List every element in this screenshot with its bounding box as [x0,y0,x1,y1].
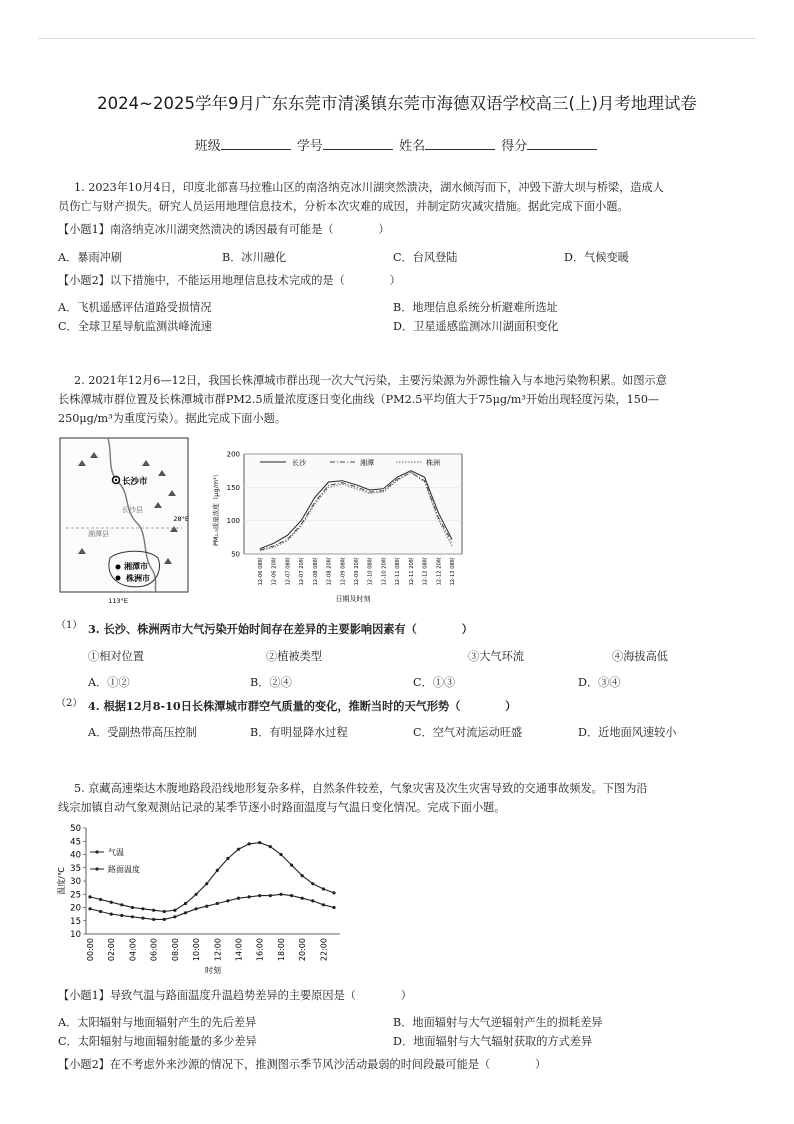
temperature-chart [56,820,356,980]
temp-x-ticks [86,938,328,961]
pm25-x-tick-label: 12-07 20时 [299,557,306,586]
q3-item-2: ②植被类型 [266,650,322,663]
map-label-changsha: 长沙市 [122,477,148,487]
q3-item-4: ④海拔高低 [612,650,668,663]
temp-x-tick-label: 06:00 [149,938,159,962]
legend-changsha: 长沙 [292,459,306,467]
q2-passage [58,371,667,428]
temp-point-2 [163,910,166,913]
temp-point-2 [248,842,251,845]
temp-point-1 [216,902,219,905]
q1-sub1-option-c[interactable]: C．台风登陆 [393,251,458,264]
pm25-x-tick-label: 12-07 08时 [285,557,292,586]
q1-sub2-option-a[interactable]: A．飞机遥感评估道路受损情况 [58,301,212,314]
temp-y-tick-label: 25 [70,890,81,901]
temp-x-tick-label: 22:00 [319,938,329,962]
temp-x-tick-label: 04:00 [128,938,138,962]
pm25-x-tick-label: 12-06 08时 [258,557,264,586]
city-marker-zhuzhou [116,576,121,581]
temp-point-1 [248,895,251,898]
temp-y-tick-label: 20 [70,903,81,914]
page-title: 2024~2025学年9月广东东莞市清溪镇东莞市海德双语学校高三(上)月考地理试卷 [97,94,697,113]
q4-option-c[interactable]: C．空气对流运动旺盛 [413,726,523,739]
pm25-chart [200,442,470,604]
map-label-xiangtan: 湘潭市 [124,562,148,571]
legend-marker-air [95,850,98,853]
id-label: 学号 [296,139,323,154]
temp-point-2 [195,893,198,896]
temp-point-2 [88,895,91,898]
q1-sub1-option-b[interactable]: B．冰川融化 [222,251,287,264]
q5-sub1-option-b[interactable]: B．地面辐射与大气逆辐射产生的损耗差异 [393,1016,603,1029]
temp-point-2 [216,869,219,872]
pm25-x-tick-label: 12-12 20时 [436,557,443,586]
temp-point-1 [173,915,176,918]
temp-x-tick-label: 20:00 [298,938,308,962]
temp-series [88,841,335,921]
temp-y-tick-label: 50 [70,824,81,834]
temp-point-1 [322,903,325,906]
temp-point-1 [110,913,113,916]
pm25-x-tick-label: 12-06 20时 [271,557,278,586]
temp-point-2 [269,845,272,848]
student-info-row [0,135,794,154]
temp-point-1 [301,897,304,900]
temp-y-tick-label: 40 [70,850,81,861]
temp-point-2 [258,841,261,844]
q1-sub2-option-d[interactable]: D．卫星遥感监测冰川湖面积变化 [393,320,559,333]
pm25-x-tick-label: 12-08 20时 [326,557,333,586]
q4-stem: 4. 根据12月8-10日长株潭城市群空气质量的变化，推断当时的天气形势（ ） [88,699,517,713]
q1-sub2-option-c[interactable]: C．全球卫星导航监测洪峰流速 [58,320,212,333]
pm25-xlabel: 日期及时刻 [335,595,371,603]
temp-point-2 [131,906,134,909]
temp-point-1 [205,905,208,908]
temp-series-line-2 [90,843,334,912]
q5-sub1-option-a[interactable]: A．太阳辐射与地面辐射产生的先后差异 [58,1016,257,1029]
temp-point-2 [279,853,282,856]
q1-line: 员伤亡与财产损失。研究人员运用地理信息技术，分析本次灾难的成因，并制定防灾减灾措施。据此完成下面小题。 [58,200,629,213]
pm25-x-tick-label: 12-10 20时 [381,557,388,586]
map-label-changsha-county: 长沙县 [122,506,143,514]
pm25-x-tick-label: 12-12 08时 [422,557,429,586]
map-label-zhuzhou: 株洲市 [126,574,150,583]
temp-point-2 [322,887,325,890]
pm25-y-tick-label: 100 [226,517,240,526]
q4-option-b[interactable]: B．有明显降水过程 [250,726,348,739]
q5-line: 5. 京藏高速柴达木腹地路段沿线地形复杂多样，自然条件较差，气象灾害及次生灾害导致的交通事故频发。下图为沿 [74,782,648,795]
legend-xiangtan: 湘潭 [360,459,374,467]
temp-x-tick-label: 08:00 [170,938,180,962]
class-label: 班级 [194,139,221,154]
temp-point-1 [120,914,123,917]
map-lon-label: 113°E [108,597,128,605]
temp-point-2 [205,882,208,885]
temp-point-2 [99,898,102,901]
temp-point-2 [173,909,176,912]
legend-marker-road [95,867,98,870]
q2-line: 长株潭城市群位置及长株潭城市群PM2.5质量浓度逐日变化曲线（PM2.5平均值大于75μg/m³开始出现轻度污染，150— [58,393,660,406]
q2-line: 250μg/m³为重度污染）。据此完成下面小题。 [58,412,287,425]
q5-sub1-stem: 【小题1】导致气温与路面温度升温趋势差异的主要原因是（ ） [58,989,412,1002]
q4-option-a[interactable]: A．受副热带高压控制 [88,726,197,739]
pm25-y-tick-label: 200 [226,450,240,459]
temp-point-2 [141,907,144,910]
pm25-x-ticks [256,556,456,585]
temp-ylabel: 温度/℃ [57,867,66,895]
temp-point-2 [237,848,240,851]
temp-point-1 [163,918,166,921]
temp-point-1 [152,918,155,921]
temp-y-tick-label: 35 [70,863,81,874]
temp-y-ticks [70,824,86,940]
q5-sub1-option-c[interactable]: C．太阳辐射与地面辐射能量的多少差异 [58,1035,257,1048]
temp-point-2 [184,902,187,905]
temp-point-1 [258,894,261,897]
pm25-plot-area [244,454,462,554]
temp-point-2 [301,874,304,877]
temp-point-1 [99,910,102,913]
temp-y-tick-label: 45 [70,837,81,848]
temp-point-2 [152,909,155,912]
temp-point-1 [141,917,144,920]
score-field[interactable] [527,137,597,150]
q5-passage [58,779,648,817]
score-label: 得分 [501,139,528,154]
temp-point-1 [237,897,240,900]
q3-item-1: ①相对位置 [88,650,144,663]
q2-line: 2. 2021年12月6—12日，我国长株潭城市群出现一次大气污染，主要污染源为外源性输入与本地污染物积累。如图示意 [74,374,667,387]
temp-point-1 [184,911,187,914]
pm25-x-tick-label: 12-11 20时 [408,557,415,586]
q1-sub2-stem: 【小题2】以下措施中，不能运用地理信息技术完成的是（ ） [58,274,401,287]
temp-point-2 [311,882,314,885]
temp-series-line-1 [90,894,334,919]
map-label-xiangtan-county: 湘潭县 [88,530,109,538]
name-field[interactable] [425,137,495,150]
sub4-marker: （2） [56,698,83,709]
q1-passage [58,178,664,216]
q5-sub2-stem: 【小题2】在不考虑外来沙源的情况下，推测图示季节风沙活动最弱的时间段最可能是（ ） [58,1058,547,1071]
temp-xlabel: 时刻 [205,966,221,975]
pm25-ylabel: PM₂.₅质量浓度（μg/m³） [212,470,220,546]
temp-x-tick-label: 18:00 [276,938,286,962]
temp-point-2 [226,857,229,860]
q5-sub1-option-d[interactable]: D．地面辐射与大气辐射获取的方式差异 [393,1035,593,1048]
legend-zhuzhou: 株洲 [426,459,440,467]
temp-point-1 [311,899,314,902]
legend-air-temp: 气温 [108,848,124,857]
pm25-x-tick-label: 12-08 08时 [312,557,319,586]
pm25-x-tick-label: 12-10 08时 [367,557,374,586]
q1-sub2-option-b[interactable]: B．地理信息系统分析避难所选址 [393,301,558,314]
temp-point-1 [269,894,272,897]
pm25-x-tick-label: 12-09 20时 [354,557,360,586]
sub3-marker: （1） [56,620,83,631]
q1-sub1-option-a[interactable]: A．暴雨冲刷 [58,251,123,264]
temp-point-2 [290,864,293,867]
pm25-x-tick-label: 12-13 08时 [450,557,456,586]
city-marker-dot [115,479,117,481]
temp-point-1 [332,906,335,909]
q3-item-3: ③大气环流 [468,650,524,663]
q3-option-a[interactable]: A．①② [88,676,130,689]
top-divider [38,38,756,39]
map-lat-label: 28°E [173,515,189,523]
q5-line: 线宗加镇自动气象观测站记录的某季节逐小时路面温度与气温日变化情况。完成下面小题。 [58,801,506,814]
temp-y-tick-label: 15 [70,916,81,927]
pm25-y-tick-label: 150 [226,483,240,492]
name-label: 姓名 [399,139,426,154]
temp-point-1 [131,915,134,918]
legend-road-temp: 路面温度 [108,865,140,874]
q3-option-c[interactable]: C．①③ [413,676,456,689]
class-field[interactable] [221,137,291,150]
q4-option-d[interactable]: D．近地面风速较小 [578,726,677,739]
temp-x-tick-label: 10:00 [192,938,202,962]
temp-point-1 [279,893,282,896]
temp-x-tick-label: 02:00 [107,938,117,962]
q3-option-b[interactable]: B．②④ [250,676,292,689]
q3-stem: 3. 长沙、株洲两市大气污染开始时间存在差异的主要影响因素有（ ） [88,622,473,636]
pm25-x-tick-label: 12-11 08时 [395,557,402,586]
temp-point-1 [88,907,91,910]
temp-point-2 [332,891,335,894]
temp-y-tick-label: 10 [70,930,81,940]
temp-point-1 [226,899,229,902]
temp-x-tick-label: 16:00 [255,938,265,962]
temp-x-tick-label: 00:00 [86,938,95,962]
pm25-x-tick-label: 12-09 08时 [340,557,347,586]
temp-point-1 [290,894,293,897]
temp-point-2 [110,901,113,904]
q3-option-d[interactable]: D．③④ [578,676,621,689]
location-map [58,436,193,606]
q1-sub1-option-d[interactable]: D．气候变暖 [564,251,629,264]
pm25-y-tick-label: 50 [231,550,240,559]
temp-point-1 [195,907,198,910]
temp-y-tick-label: 30 [70,877,81,887]
pm25-y-ticks [227,451,240,559]
q1-line: 1. 2023年10月4日，印度北部喜马拉雅山区的南洛纳克冰川湖突然溃决，湖水倾泻而下，冲毁下游大坝与桥梁，造成人 [74,181,664,194]
temp-x-tick-label: 12:00 [213,938,223,962]
temp-legend [90,847,140,874]
q1-sub1-stem: 【小题1】南洛纳克冰川湖突然溃决的诱因最有可能是（ ） [58,223,390,236]
temp-point-2 [120,903,123,906]
temp-x-tick-label: 14:00 [234,938,244,962]
id-field[interactable] [323,137,393,150]
city-marker-xiangtan [116,565,121,570]
